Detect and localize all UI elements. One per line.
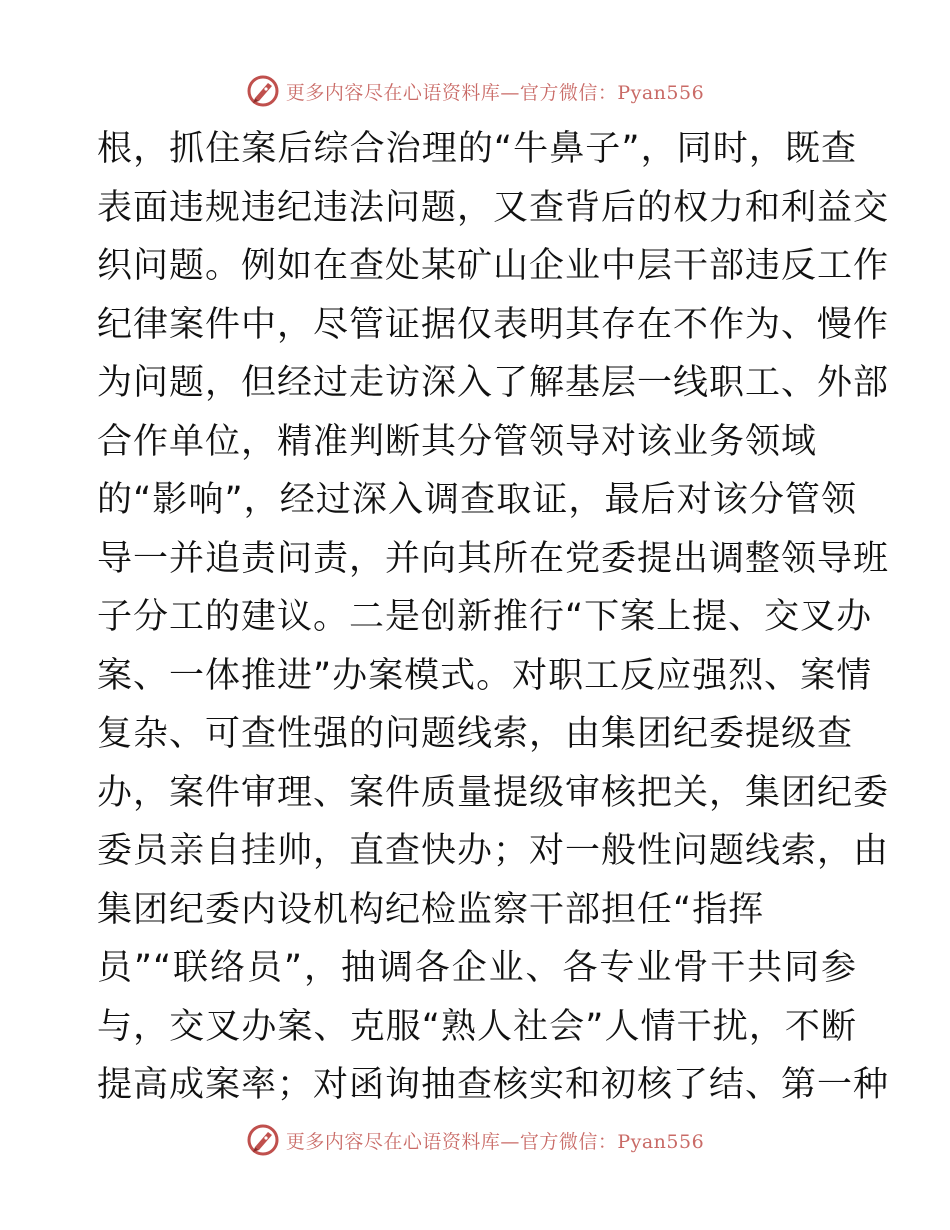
text-line: 纪律案件中，尽管证据仅表明其存在不作为、慢作	[97, 304, 890, 345]
text-line: 与，交叉办案、克服“熟人社会”人情干扰，不断	[97, 1006, 857, 1047]
pen-logo-icon	[246, 1123, 280, 1157]
footer-banner-text: 更多内容尽在心语资料库—官方微信：Pyan556	[285, 1130, 705, 1153]
text-line: 表面违规违纪违法问题，又查背后的权力和利益交	[97, 187, 890, 228]
text-line: 织问题。例如在查处某矿山企业中层干部违反工作	[97, 246, 890, 286]
footer-banner	[0, 1122, 950, 1158]
text-line: 委员亲自挂帅，直查快办；对一般性问题线索，由	[97, 831, 890, 871]
text-line: 导一并追责问责，并向其所在党委提出调整领导班	[97, 538, 890, 579]
header-banner	[0, 73, 950, 109]
text-line: 子分工的建议。二是创新推行“下案上提、交叉办	[97, 597, 873, 637]
text-line: 提高成案率；对函询抽查核实和初核了结、第一种	[97, 1065, 890, 1105]
text-line: 复杂、可查性强的问题线索，由集团纪委提级查	[97, 714, 854, 754]
header-banner-text: 更多内容尽在心语资料库—官方微信：Pyan556	[285, 81, 705, 104]
text-line: 员”“联络员”，抽调各企业、各专业骨干共同参	[97, 948, 857, 988]
text-line: 的“影响”，经过深入调查取证，最后对该分管领	[97, 480, 857, 520]
text-line: 办，案件审理、案件质量提级审核把关，集团纪委	[97, 772, 890, 813]
text-line: 为问题，但经过走访深入了解基层一线职工、外部	[97, 363, 890, 403]
text-line: 合作单位，精准判断其分管领导对该业务领域	[97, 421, 818, 462]
text-line: 案、一体推进”办案模式。对职工反应强烈、案情	[97, 655, 873, 696]
text-line: 根，抓住案后综合治理的“牛鼻子”，同时，既查	[97, 129, 857, 169]
pen-logo-icon	[246, 74, 280, 108]
text-line: 集团纪委内设机构纪检监察干部担任“指挥	[97, 889, 765, 930]
body-text	[97, 120, 890, 1115]
